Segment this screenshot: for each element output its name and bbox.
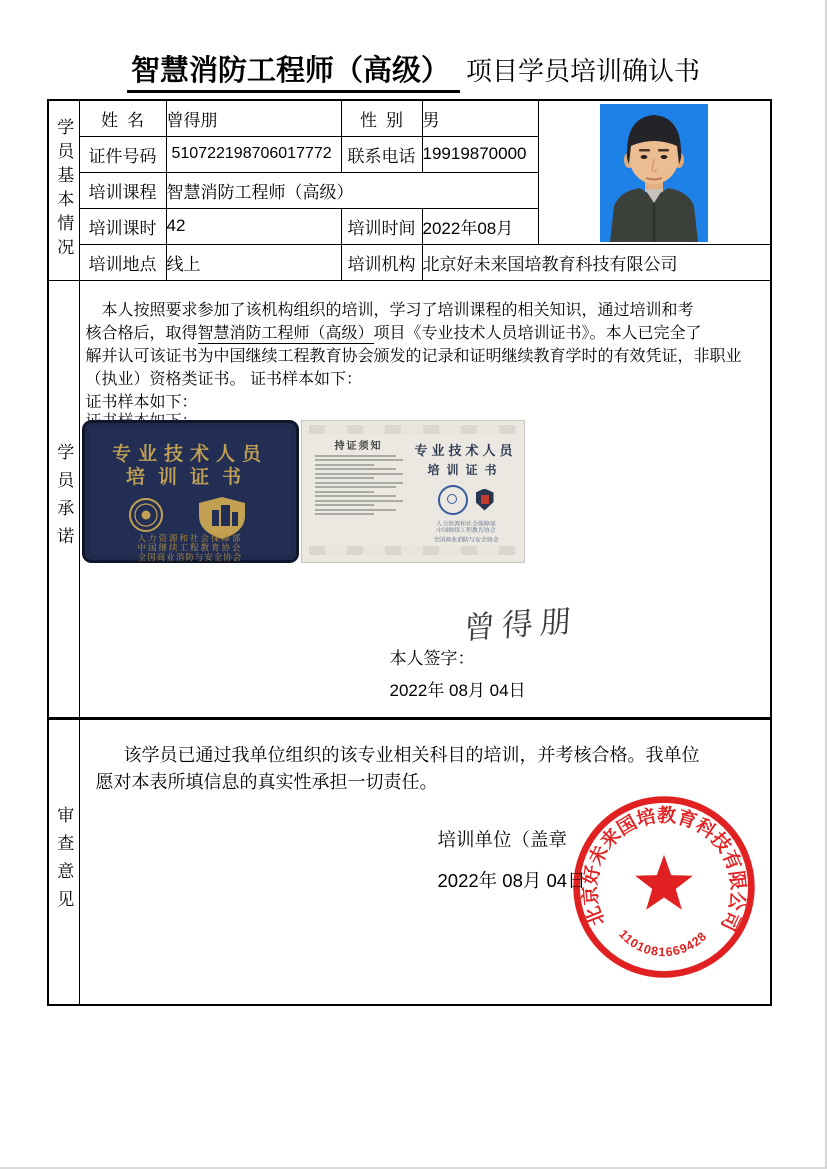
org-value: 北京好未来国培教育科技有限公司 xyxy=(422,244,771,280)
id-label: 证件号码 xyxy=(79,136,166,172)
company-seal xyxy=(569,792,759,982)
gender-value: 男 xyxy=(422,100,538,136)
watermark-band xyxy=(309,546,517,555)
certificate-notice-column xyxy=(307,436,413,544)
confirmation-form-table xyxy=(47,99,772,1006)
commitment-line xyxy=(86,322,771,345)
inner-title-line1: 专业技术人员 xyxy=(414,442,517,458)
training-unit-label: 培训单位（盖章 xyxy=(437,828,568,850)
commitment-underlined-course: 智慧消防工程师（高级） xyxy=(197,324,374,342)
gender-label: 性别 xyxy=(341,100,422,136)
cover-footer-line3: 全国商业消防与安全协会 xyxy=(137,551,242,562)
section-commitment-label-cell xyxy=(48,280,79,718)
commitment-line: 本人按照要求参加了该机构组织的培训，学习了培训课程的相关知识，通过培训和考 xyxy=(101,301,694,319)
section-basic-info-label-cell xyxy=(48,100,79,280)
cover-footer-line1: 人力资源和社会保障部 xyxy=(136,532,243,543)
phone-value: 19919870000 xyxy=(422,136,538,172)
page-title-suffix: 项目学员培训确认书 xyxy=(466,56,701,86)
course-label: 培训课程 xyxy=(79,172,166,208)
section-basic-info-label: 学员基本情况 xyxy=(54,118,74,263)
cover-title-line2: 培训证书 xyxy=(125,466,254,488)
cover-title-line1: 专业技术人员 xyxy=(111,443,268,465)
section-commitment-label: 学员承诺 xyxy=(54,442,74,555)
cover-footer-line2: 中国继续工程教育协会 xyxy=(136,542,243,552)
org-label: 培训机构 xyxy=(341,244,422,280)
seal-star-icon xyxy=(635,854,693,909)
commitment-line: （执业）资格类证书。 证书样本如下： xyxy=(85,370,362,388)
certificate-inner-page-image xyxy=(301,420,525,563)
hours-label: 培训课时 xyxy=(79,208,166,244)
watermark-band xyxy=(309,425,517,434)
review-section xyxy=(79,718,771,1005)
commitment-paragraph xyxy=(80,281,771,422)
time-label: 培训时间 xyxy=(341,208,422,244)
sample-note-line: 证书样本如下： xyxy=(85,393,198,411)
blue-seal-icon xyxy=(438,485,468,515)
place-value: 线上 xyxy=(166,244,341,280)
photo-cell xyxy=(538,100,771,244)
place-label: 培训地点 xyxy=(79,244,166,280)
page-title-course: 智慧消防工程师（高级） xyxy=(127,55,460,93)
course-value: 智慧消防工程师（高级） xyxy=(166,172,538,208)
review-date: 2022年 08月 04日 xyxy=(437,869,586,891)
inner-footer-line3: 全国商业消防与安全协会 xyxy=(432,536,499,543)
review-line: 该学员已通过我单位组织的该专业相关科目的培训，并考核合格。我单位 xyxy=(123,744,700,765)
certificate-cover-image xyxy=(82,420,299,563)
commitment-line: 解并认可该证书为中国继续工程教育协会颁发的记录和证明继续教育学时的有效凭证，非职业 xyxy=(85,347,742,365)
handwritten-signature: 曾得朋 xyxy=(462,602,579,646)
section-review-label-cell xyxy=(48,718,79,1005)
badge-icon xyxy=(476,489,494,511)
hours-value: 42 xyxy=(166,208,341,244)
signature-date: 2022年 08月 04日 xyxy=(389,680,526,700)
cover-round-emblem xyxy=(130,499,162,531)
inner-footer-line2: 中国继续工程教育协会 xyxy=(435,527,496,534)
id-value: 510722198706017772 xyxy=(166,136,341,172)
inner-footer-line1: 人力资源和社会保障部 xyxy=(435,520,496,527)
name-value: 曾得朋 xyxy=(166,100,341,136)
commitment-section xyxy=(79,280,771,718)
inner-title-line2: 培训证书 xyxy=(427,462,504,477)
certificate-title-column xyxy=(413,436,519,544)
commitment-line-part: 核合格后，取得 xyxy=(85,324,198,342)
review-line: 愿对本表所填信息的真实性承担一切责任。 xyxy=(95,771,438,792)
student-photo xyxy=(600,104,708,242)
name-label: 姓名 xyxy=(79,100,166,136)
notice-title: 持证须知 xyxy=(334,440,383,452)
seal-number: 1101081669428 xyxy=(615,926,710,959)
commitment-line-part: 项目《专业技术人员培训证书》。本人已完全了 xyxy=(373,324,702,342)
svg-text:1101081669428 xyxy=(616,927,710,959)
review-paragraph xyxy=(80,720,771,796)
seal-company-name: 北京好未来国培教育科技有限公司 xyxy=(579,805,748,934)
page-title xyxy=(0,48,827,89)
signature-label: 本人签字： xyxy=(389,648,475,668)
section-review-label: 审查意见 xyxy=(54,805,74,918)
phone-label: 联系电话 xyxy=(341,136,422,172)
time-value: 2022年08月 xyxy=(422,208,538,244)
certificate-samples xyxy=(82,420,771,563)
